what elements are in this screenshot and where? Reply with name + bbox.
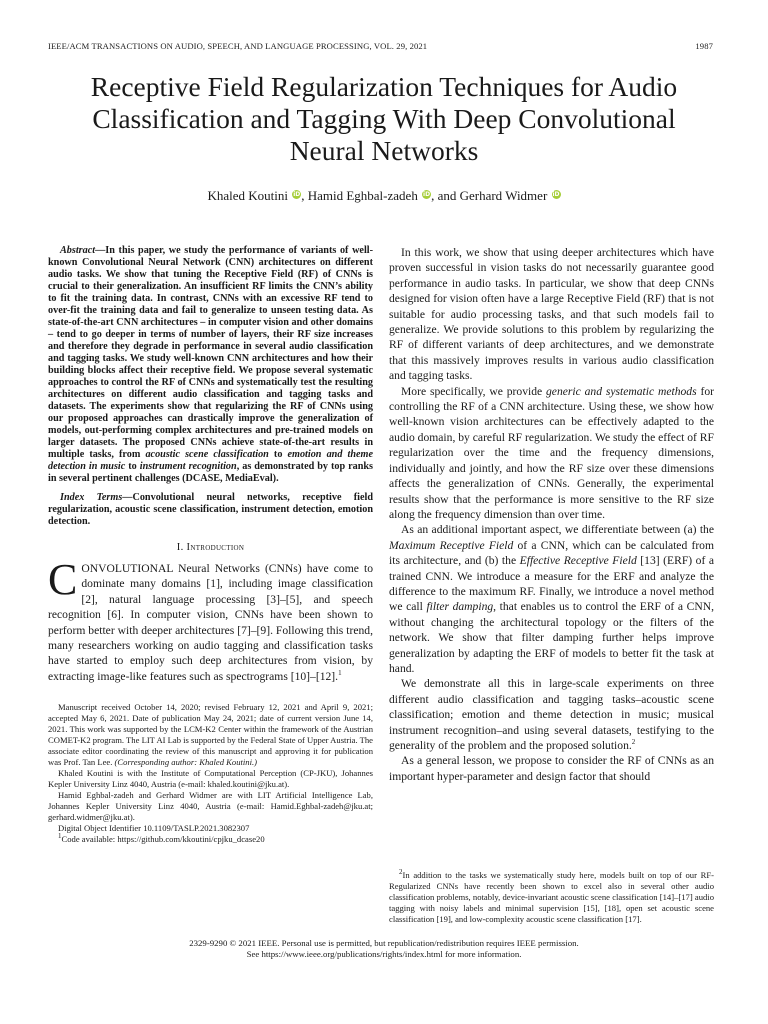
drop-cap: C bbox=[48, 555, 78, 604]
footnote-marker: 1 bbox=[58, 832, 62, 841]
footnote-affiliation-1: Khaled Koutini is with the Institute of Computational Perception (CP-JKU), Johannes Kepler University Linz 4040, Austria (e-mail: khaled.koutini@jku.at). bbox=[48, 768, 373, 790]
paragraph-emphasis: Maximum Receptive Field bbox=[389, 538, 514, 552]
footnotes-left bbox=[48, 702, 373, 845]
paragraph-text: [13] (ERF) of a trained CNN. We introduce a measure for the ERF and analyze the difference to the maximum RF. Finally, we introduce a novel method we call bbox=[389, 554, 715, 614]
footnote-2 bbox=[389, 870, 714, 925]
abstract-label: Abstract bbox=[60, 245, 96, 256]
footnote-text: In addition to the tasks we systematically study here, models built on top of our RF-Regularized CNNs have recently been shown to excel also in several other audio classification problems, notably, device-invariant acoustic scene classification [14]–[17] audio tagging with noisy labels and minimal supervision [15], [18], open set acoustic scene classification [19], and low-complexity acoustic scene classification [17]. bbox=[389, 870, 714, 924]
author-widmer: Gerhard Widmer bbox=[459, 188, 548, 203]
footnote-right bbox=[389, 870, 714, 925]
author-koutini: Khaled Koutini bbox=[207, 188, 288, 203]
code-link[interactable]: Code available: https://github.com/kkoutini/cpjku_dcase20 bbox=[61, 834, 265, 845]
paragraph bbox=[389, 384, 714, 523]
footnote-code bbox=[48, 834, 373, 845]
paragraph-emphasis: Effective Receptive Field bbox=[519, 554, 637, 568]
footnote-doi[interactable]: Digital Object Identifier 10.1109/TASLP.2021.3082307 bbox=[58, 823, 250, 834]
section-title: Introduction bbox=[186, 542, 245, 553]
abstract-dash: — bbox=[95, 245, 106, 256]
journal-name: IEEE/ACM TRANSACTIONS ON AUDIO, SPEECH, AND LANGUAGE PROCESSING, VOL. 29, 2021 bbox=[48, 41, 428, 51]
paragraph-text: of a CNN, which can be calculated from its architecture, and (b) the bbox=[389, 538, 714, 568]
abstract-emphasis: acoustic scene classification bbox=[145, 449, 269, 460]
paragraph-emphasis: generic and systematic methods bbox=[546, 384, 697, 398]
title-line-2: Classification and Tagging With Deep Convolutional bbox=[92, 103, 676, 134]
paragraph bbox=[389, 522, 714, 676]
abstract-text: to bbox=[125, 461, 140, 472]
right-column bbox=[389, 245, 714, 784]
intro-paragraph bbox=[48, 555, 373, 684]
abstract-emphasis: emotion and theme detection in music bbox=[48, 449, 373, 472]
author-separator: , and bbox=[431, 188, 460, 203]
title-line-3: Neural Networks bbox=[289, 135, 479, 166]
copyright-line-1: 2329-9290 © 2021 IEEE. Personal use is permitted, but republication/redistribution requires IEEE permission. bbox=[189, 938, 579, 948]
section-heading-introduction bbox=[48, 542, 373, 553]
index-terms-text: Convolutional neural networks, receptive field regularization, acoustic scene classification, instrument detection, emotion detection. bbox=[48, 492, 373, 527]
footnote-marker[interactable]: 1 bbox=[338, 668, 342, 677]
orcid-icon[interactable]: iD bbox=[293, 191, 301, 198]
intro-text: ONVOLUTIONAL Neural Networks (CNNs) have come to dominate many domains [1], including image classification [2], natural language processing [3]–[5], and speech recognition [6]. In computer vision, CNNs have been shown to perform better with deeper architectures [7]–[9]. Following this trend, many researchers working on audio tagging and classification tasks have started to employ such deep architectures from vision, by extracting image-like features such as spectrograms [10]–[12]. bbox=[48, 562, 373, 683]
index-terms bbox=[48, 492, 373, 528]
footnote-received bbox=[48, 702, 373, 768]
abstract-emphasis: instrument recognition bbox=[139, 461, 237, 472]
paragraph-text: As an additional important aspect, we differentiate between (a) the bbox=[401, 523, 714, 537]
page-number: 1987 bbox=[695, 41, 713, 51]
section-numeral: I. bbox=[176, 542, 187, 553]
author-eghbal-zadeh: Hamid Eghbal-zadeh bbox=[307, 188, 418, 203]
received-dates: Manuscript received October 14, 2020; revised February 12, 2021 and April 9, 2021; accepted May 6, 2021. Date of publication May 24, 2021; date of current version June 14, 2021. This work was supported by the LCM-K2 Center within the framework of the Austrian COMET-K2 program. The LIT AI Lab is supported by the Federal State of Upper Austria. The associate editor coordinating the review of this manuscript and approving it for publication was Prof. Tan Lee. bbox=[48, 702, 373, 768]
index-terms-dash: — bbox=[122, 492, 133, 503]
author-list bbox=[40, 188, 728, 204]
orcid-icon[interactable]: iD bbox=[552, 191, 560, 198]
abstract-text: In this paper, we study the performance of variants of well-known Convolutional Neural Network (CNN) architectures on different audio tasks. We show that tuning the Receptive Field (RF) of CNNs is crucial to their generalization. An insufficient RF limits the CNN’s ability to fit the training data. In contrast, CNNs with an excessive RF tend to over-fit the training data and fail to generalize to unseen testing data. As state-of-the-art CNN architectures – in computer vision and other domains – tend to go deeper in terms of number of layers, their RF size increases and therefore they degrade in performance in several audio classification and tagging tasks. We study well-known CNN architectures and how their building blocks affect their receptive field. We propose several systematic approaches to control the RF of CNNs and systematically test the resulting architectures on different audio classification and tagging tasks and datasets. The experiments show that regularizing the RF of CNNs using our proposed approaches can drastically improve the generalization of models, out-performing complex architectures and pre-trained models on larger datasets. The proposed CNNs achieve state-of-the-art results in multiple tasks, from bbox=[48, 245, 373, 460]
paragraph-emphasis: filter damping bbox=[426, 600, 494, 614]
abstract-text: , as demonstrated by top ranks in several pertinent challenges (DCASE, MediaEval). bbox=[48, 461, 374, 484]
paper-title bbox=[40, 71, 728, 167]
copyright-line-2[interactable]: See https://www.ieee.org/publications/rights/index.html for more information. bbox=[246, 949, 522, 959]
paragraph: In this work, we show that using deeper architectures which have proven successful in vision tasks do not necessarily guarantee good performance in audio tasks. In particular, we show that deep CNNs designed for vision often have a large Receptive Field (RF) that is not suitable for audio processing tasks, and that such models fail to generalize. We provide solutions to this problem by regularizing the RF of different variants of deep architectures, and we demonstrate that this massively improves results in various audio classification and tagging tasks. bbox=[389, 246, 714, 383]
title-line-1: Receptive Field Regularization Techniques for Audio bbox=[90, 71, 678, 102]
footnote-affiliation-2: Hamid Eghbal-zadeh and Gerhard Widmer are with LIT Artificial Intelligence Lab, Johannes Kepler University Linz 4040, Austria (e-mail: Hamid.Eghbal-zadeh@jku.at; gerhard.widmer@jku.at). bbox=[48, 790, 373, 823]
orcid-icon[interactable]: iD bbox=[423, 191, 431, 198]
abstract-text: to bbox=[268, 449, 288, 460]
left-column bbox=[48, 245, 373, 845]
abstract bbox=[48, 245, 373, 485]
paragraph: As a general lesson, we propose to consider the RF of CNNs as an important hyper-parameter and design factor that should bbox=[389, 754, 714, 783]
paragraph bbox=[389, 676, 714, 753]
paragraph-text: for controlling the RF of a CNN architecture. Using these, we show how well-known vision architectures can be effectively adapted to the audio domain, by careful RF regularization. We study the effect of RF regularization over the time and the frequency dimensions, individually and jointly, and how the RF size over these dimensions affects the generalization of CNNs. Generally, the experimental results show that the performance is more sensitive to the RF size along the frequency dimension than over time. bbox=[389, 384, 714, 521]
footnote-marker[interactable]: 2 bbox=[631, 738, 636, 747]
corresponding-author: (Corresponding author: Khaled Koutini.) bbox=[114, 757, 257, 768]
paragraph-text: More specifically, we provide bbox=[401, 384, 546, 398]
index-terms-label: Index Terms bbox=[60, 492, 123, 503]
running-head bbox=[48, 41, 713, 51]
paragraph-text: , that enables us to control the ERF of a CNN, without changing the architectural topology or the filters of the network. We show that filter damping further helps improve generalization by adapting the ERF of models to better fit the task at hand. bbox=[389, 600, 714, 675]
copyright-notice bbox=[40, 938, 728, 960]
author-separator: , bbox=[301, 188, 308, 203]
paragraph-text: We demonstrate all this in large-scale experiments on three different audio classification and tagging tasks–acoustic scene classification; emotion and theme detection in music; musical instrument recognition–and using several datasets, testifying to the generality of the problem and the proposed solution. bbox=[389, 677, 714, 752]
footnote-marker: 2 bbox=[399, 868, 403, 877]
